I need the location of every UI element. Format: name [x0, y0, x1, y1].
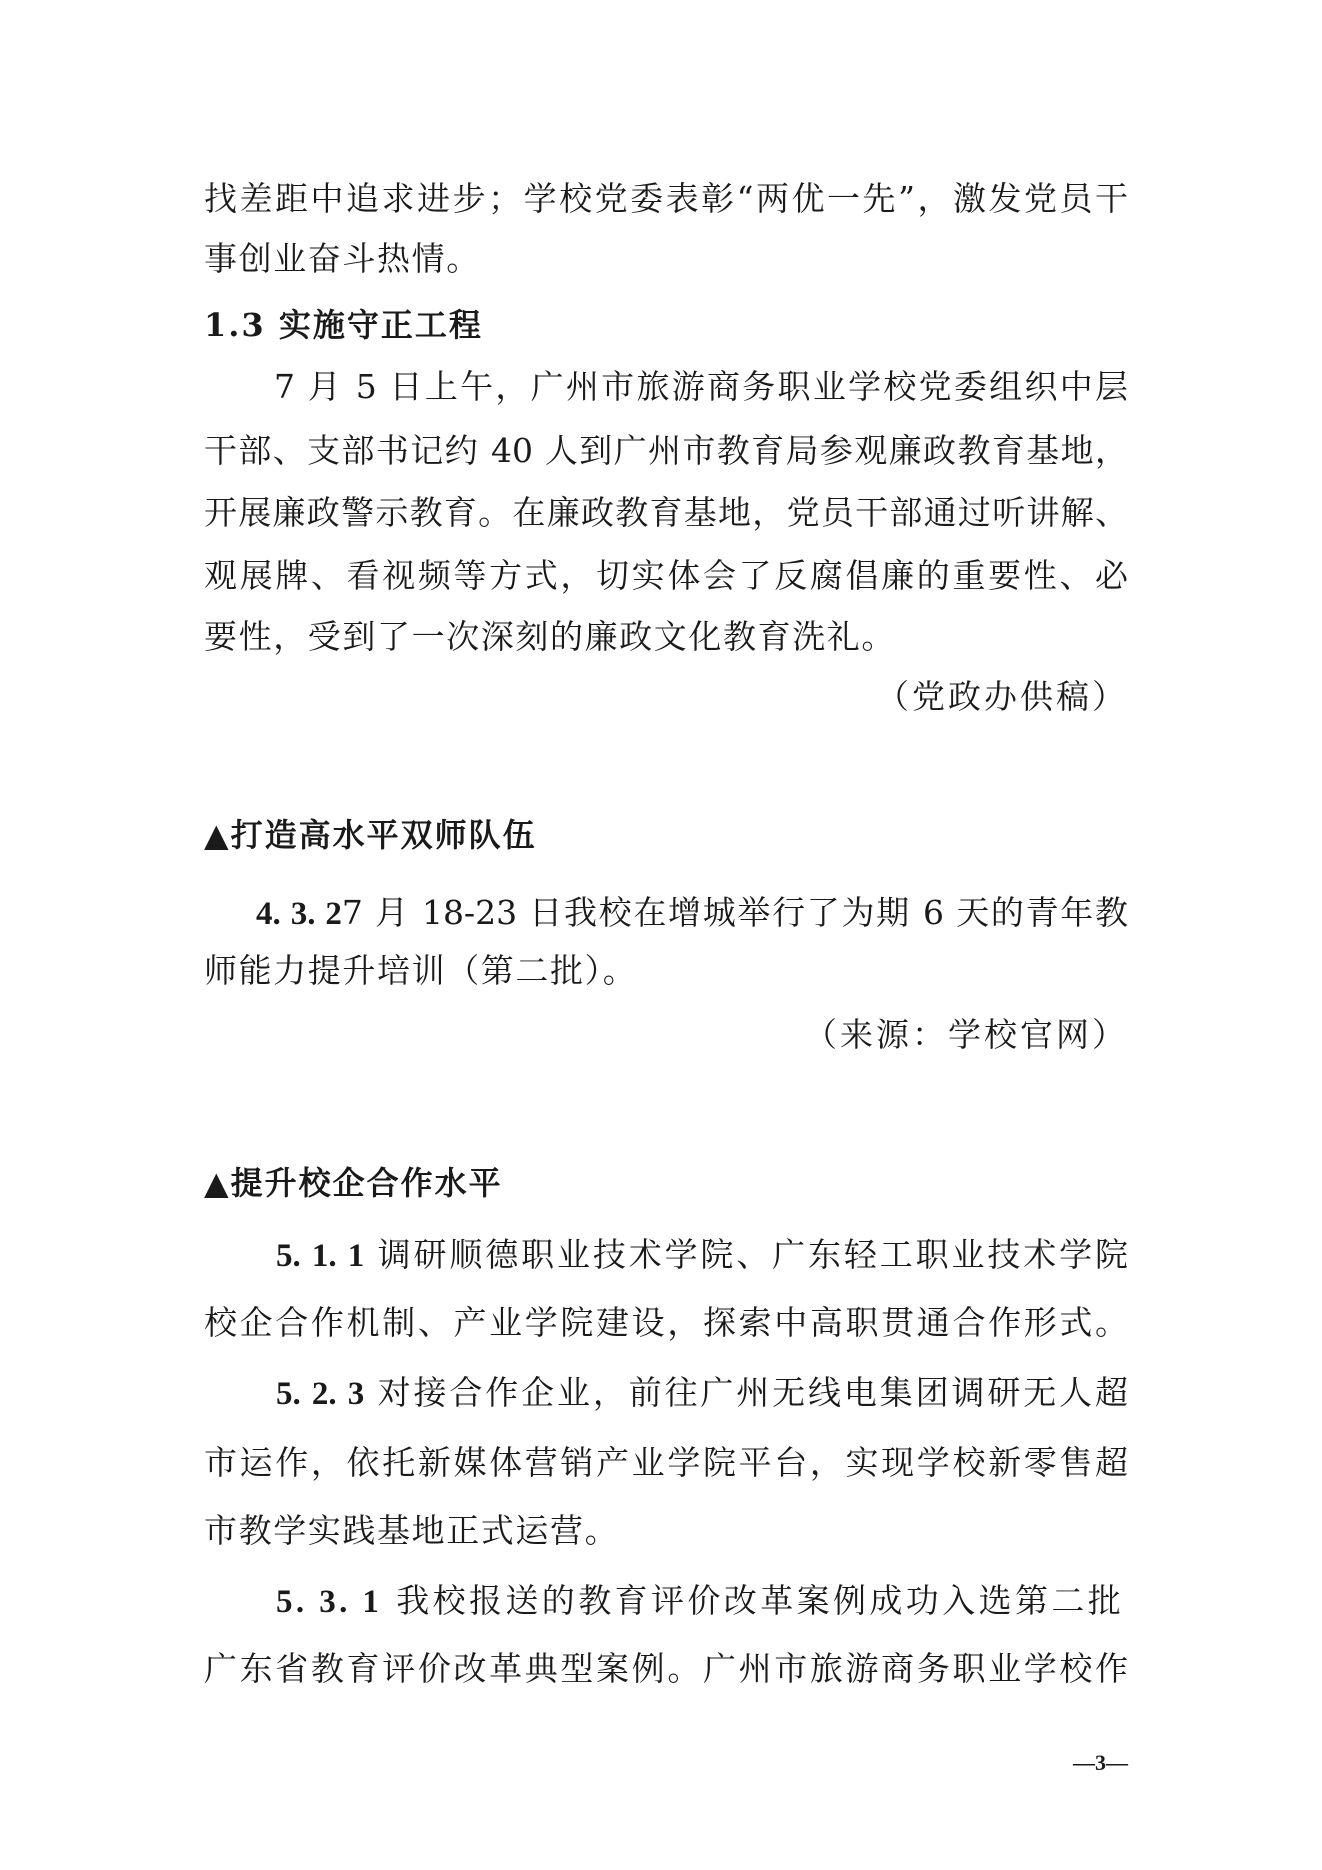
item-text: 对接合作企业，前往广州无线电集团调研无人超 [377, 1373, 1129, 1412]
item-line [276, 1372, 1128, 1414]
item-number: 5. 2. 3 [276, 1376, 365, 1412]
source-attribution: （党政办供稿） [876, 677, 1128, 716]
item-line [276, 1234, 1128, 1276]
section-heading: ▲提升校企合作水平 [204, 1164, 503, 1202]
section-heading: ▲打造高水平双师队伍 [204, 816, 537, 854]
item-text: 调研顺德职业技术学院、广东轻工职业技术学院 [377, 1235, 1129, 1274]
item-text: 7 月 18-23 日我校在增城举行了为期 6 天的青年教 [341, 893, 1129, 932]
paragraph-line: 要性，受到了一次深刻的廉政文化教育洗礼。 [204, 617, 896, 656]
paragraph-line: 事创业奋斗热情。 [204, 239, 481, 278]
paragraph-line: 校企合作机制、产业学院建设，探索中高职贯通合作形式。 [204, 1303, 1128, 1342]
item-number: 5. 1. 1 [276, 1238, 365, 1274]
paragraph-line: 广东省教育评价改革典型案例。广州市旅游商务职业学校作 [204, 1649, 1128, 1688]
paragraph-line: 市教学实践基地正式运营。 [204, 1511, 620, 1550]
item-number: 4. 3. 2 [256, 896, 342, 932]
paragraph-line: 7 月 5 日上午，广州市旅游商务职业学校党委组织中层 [274, 367, 1128, 406]
item-number: 5. 3. 1 [276, 1584, 383, 1620]
paragraph-line: 干部、支部书记约 40 人到广州市教育局参观廉政教育基地， [204, 431, 1128, 470]
paragraph-line: 市运作，依托新媒体营销产业学院平台，实现学校新零售超 [204, 1443, 1128, 1482]
page-number: —3— [1073, 1750, 1128, 1775]
paragraph-line: 观展牌、看视频等方式，切实体会了反腐倡廉的重要性、必 [204, 556, 1128, 595]
paragraph-line: 师能力提升培训（第二批）。 [204, 951, 638, 990]
item-line [276, 1580, 1124, 1622]
item-line [256, 892, 1128, 934]
paragraph-line: 开展廉政警示教育。在廉政教育基地，党员干部通过听讲解、 [204, 493, 1128, 532]
item-text: 我校报送的教育评价改革案例成功入选第二批 [396, 1581, 1125, 1620]
section-heading: 1.3 实施守正工程 [204, 306, 483, 344]
source-attribution: （来源：学校官网） [804, 1015, 1128, 1054]
paragraph-line: 找差距中追求进步；学校党委表彰“两优一先”，激发党员干 [204, 179, 1128, 218]
